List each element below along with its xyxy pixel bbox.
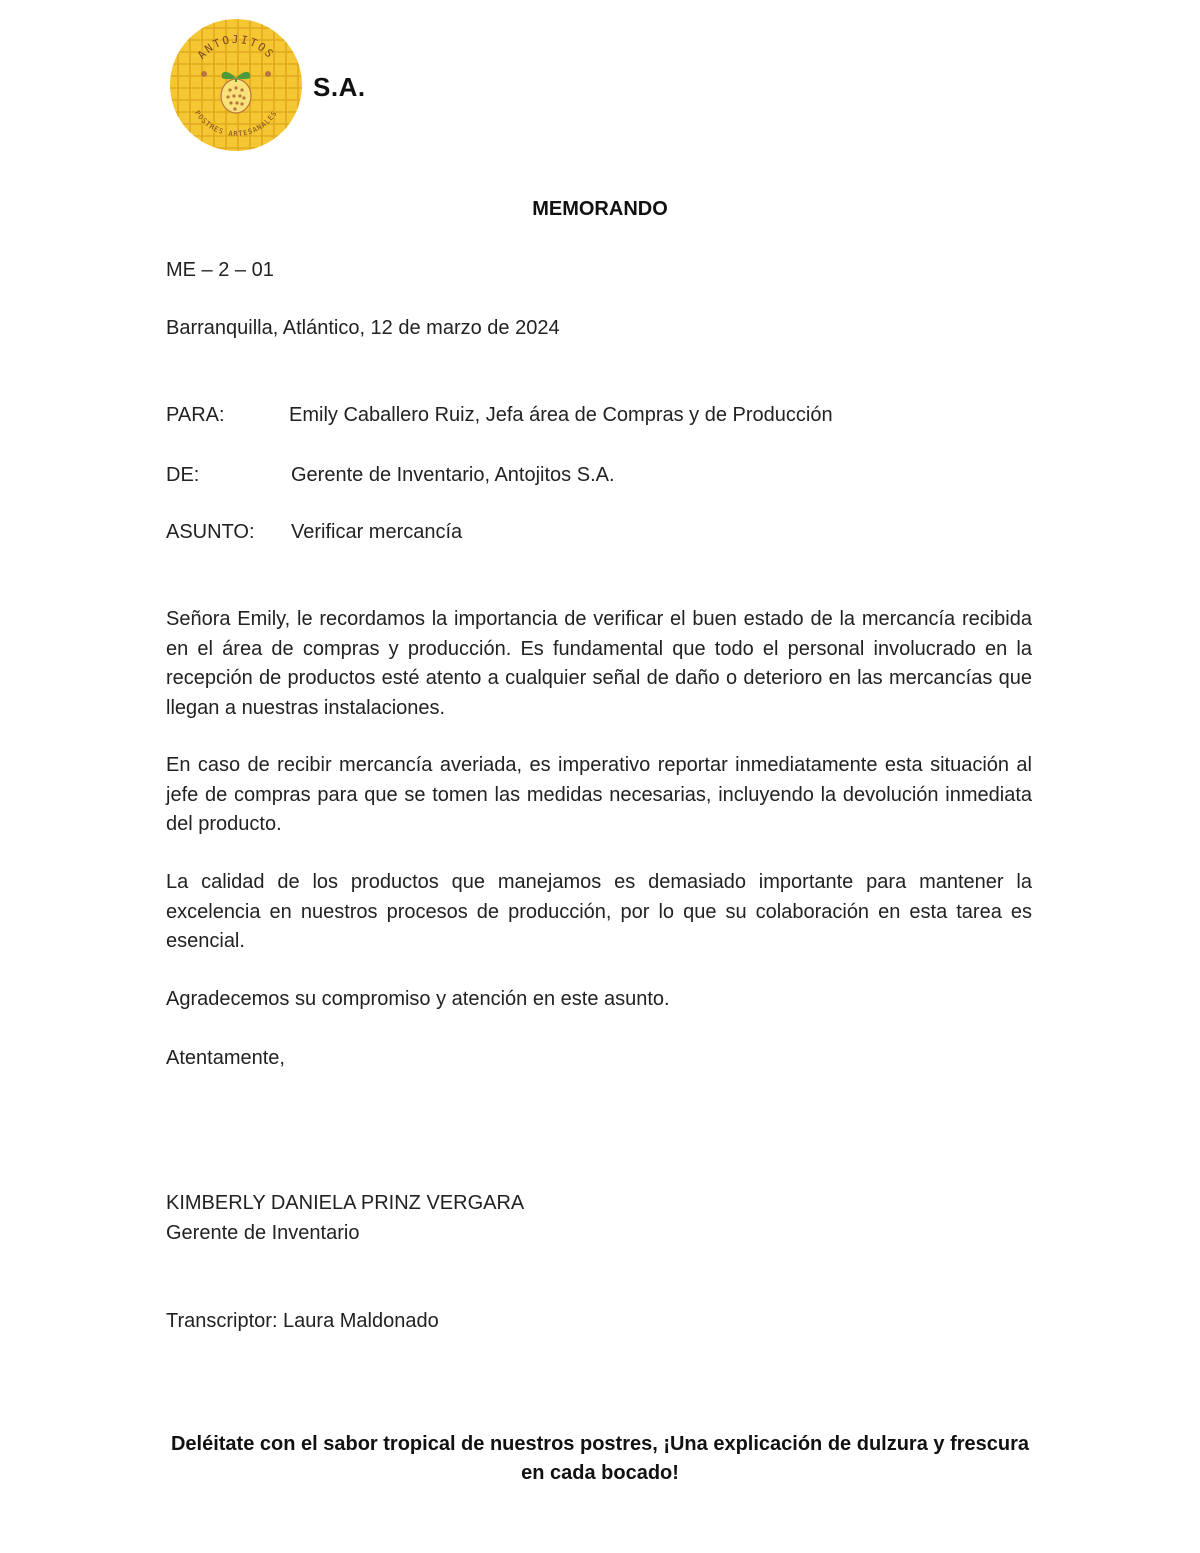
memo-title: MEMORANDO	[532, 198, 668, 220]
to-value: Emily Caballero Ruiz, Jefa área de Compras y de Producción	[289, 404, 833, 426]
signature-position: Gerente de Inventario	[166, 1222, 360, 1244]
transcriber: Transcriptor: Laura Maldonado	[166, 1310, 439, 1332]
logo-emblem-icon	[166, 16, 306, 154]
body-paragraph: Agradecemos su compromiso y atención en este asunto.	[166, 988, 670, 1010]
signature-name: KIMBERLY DANIELA PRINZ VERGARA	[166, 1192, 525, 1214]
company-logo	[166, 16, 306, 154]
footer-slogan: Deléitate con el sabor tropical de nuestros postres, ¡Una explicación de dulzura y frescura en cada bocado!	[170, 1433, 1030, 1484]
company-suffix: S.A.	[313, 72, 366, 102]
from-label: DE:	[166, 464, 200, 486]
closing: Atentamente,	[166, 1047, 285, 1069]
place-date: Barranquilla, Atlántico, 12 de marzo de 2024	[166, 317, 560, 339]
logo-tagline-text: POSTRES ARTESANALES	[193, 109, 279, 138]
to-label: PARA:	[166, 404, 225, 426]
subject-value: Verificar mercancía	[291, 521, 463, 543]
body-paragraph: La calidad de los productos que manejamos es demasiado importante para mantener la excelencia en nuestros procesos de producción, por lo que su colaboración en esta tarea es esencial.	[166, 871, 1032, 952]
subject-label: ASUNTO:	[166, 521, 255, 543]
body-paragraph: Señora Emily, le recordamos la importancia de verificar el buen estado de la mercancía recibida en el área de compras y producción. Es fundamental que todo el personal involucrado en la recepción de productos esté atento a cualquier señal de daño o deterioro en las mercancías que llegan a nuestras instalaciones.	[166, 608, 1032, 719]
body-paragraph: En caso de recibir mercancía averiada, es imperativo reportar inmediatamente esta situación al jefe de compras para que se tomen las medidas necesarias, incluyendo la devolución inmediata del producto.	[166, 754, 1032, 835]
logo-brand-text: ANTOJITOS	[194, 33, 278, 62]
memo-code: ME – 2 – 01	[166, 259, 274, 281]
from-value: Gerente de Inventario, Antojitos S.A.	[291, 464, 615, 486]
